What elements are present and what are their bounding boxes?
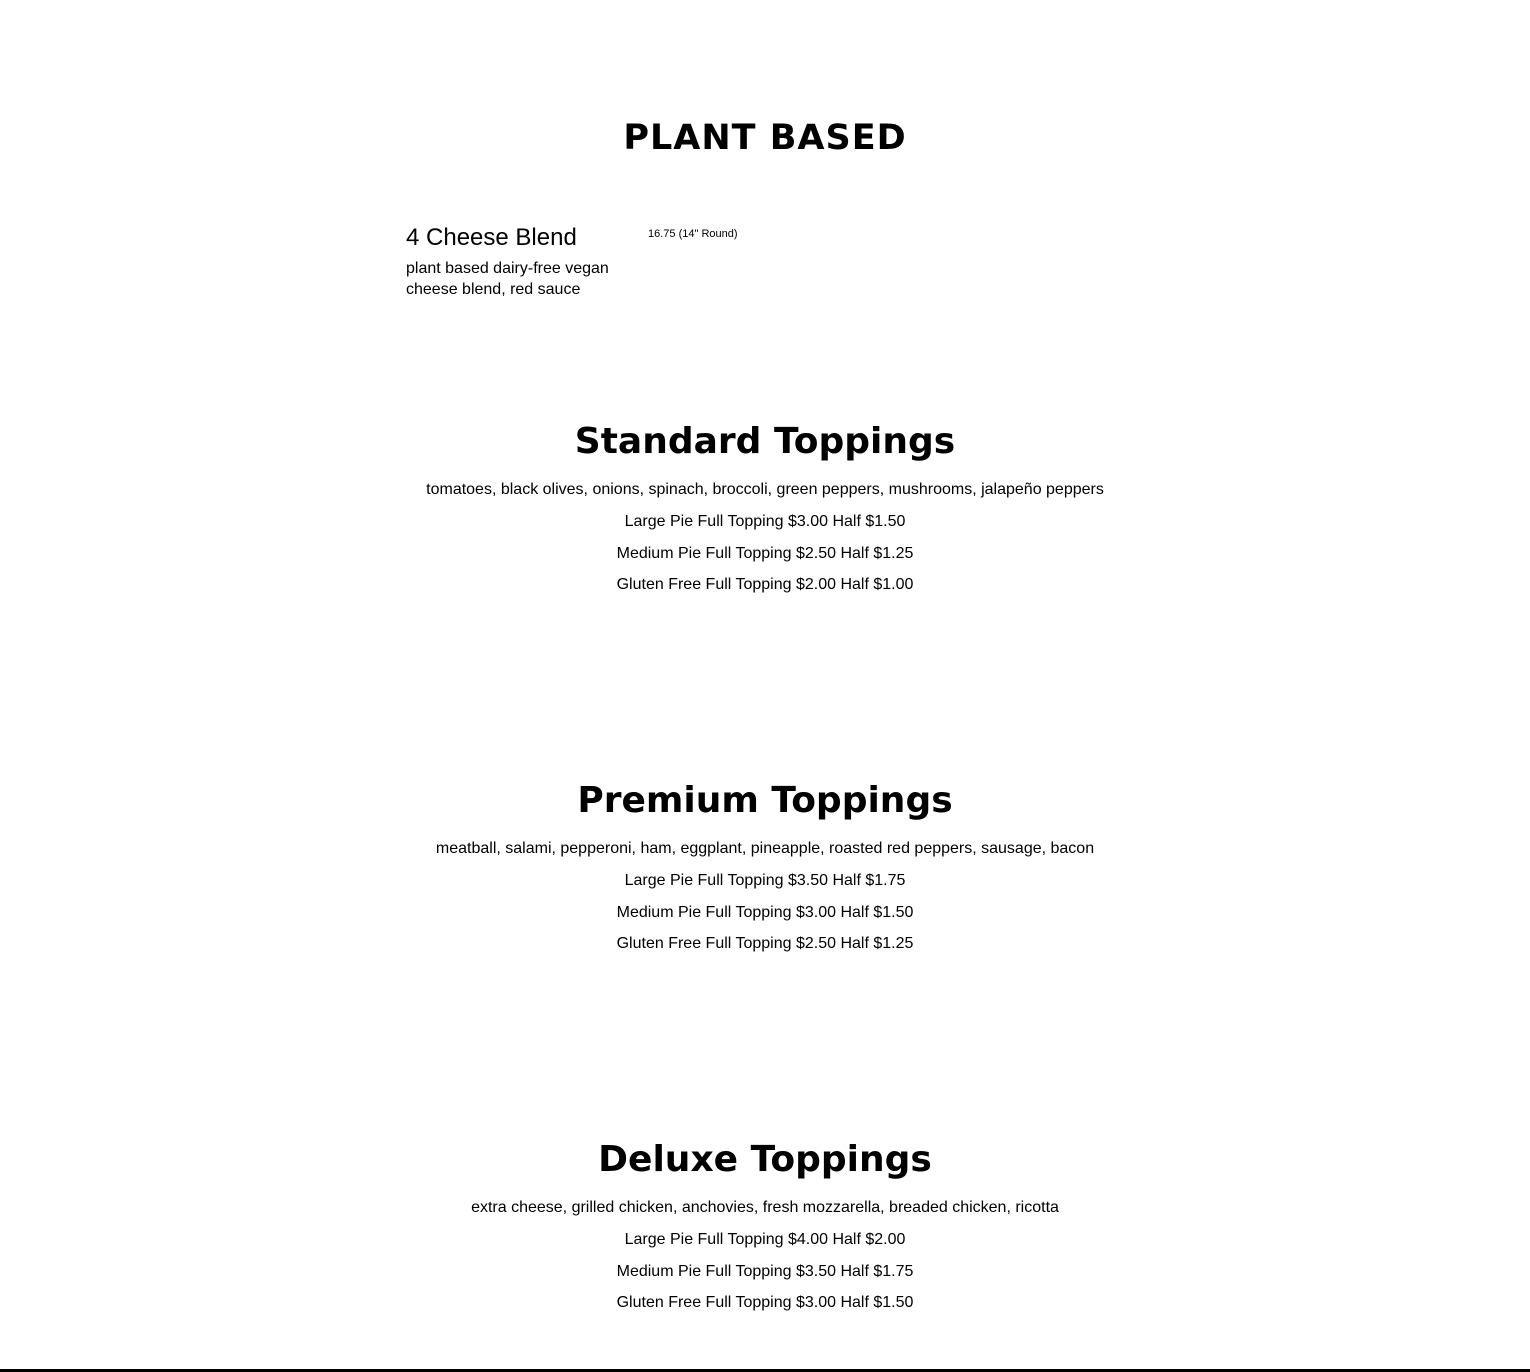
- menu-item-description: plant based dairy-free vegan cheese blend, red sauce: [406, 260, 609, 298]
- plant-based-heading: PLANT BASED: [623, 118, 907, 158]
- price-line-medium: Medium Pie Full Topping $3.00 Half $1.50: [616, 903, 914, 921]
- price-line-gluten-free: Gluten Free Full Topping $2.50 Half $1.25: [616, 935, 914, 953]
- standard-toppings-heading: Standard Toppings: [574, 421, 956, 462]
- premium-toppings-section: [420, 833, 1110, 960]
- price-line-gluten-free: Gluten Free Full Topping $2.00 Half $1.00: [616, 576, 914, 594]
- toppings-list: extra cheese, grilled chicken, anchovies, fresh mozzarella, breaded chicken, ricotta: [471, 1199, 1059, 1216]
- price-line-gluten-free: Gluten Free Full Topping $3.00 Half $1.50: [616, 1294, 914, 1312]
- price-line-large: Large Pie Full Topping $3.00 Half $1.50: [624, 512, 906, 530]
- price-line-medium: Medium Pie Full Topping $3.50 Half $1.75: [616, 1262, 914, 1280]
- price-line-large: Large Pie Full Topping $3.50 Half $1.75: [624, 871, 906, 889]
- price-line-large: Large Pie Full Topping $4.00 Half $2.00: [624, 1230, 906, 1248]
- premium-toppings-heading: Premium Toppings: [577, 780, 953, 821]
- deluxe-toppings-section: [420, 1192, 1110, 1319]
- price-line-medium: Medium Pie Full Topping $2.50 Half $1.25: [616, 544, 914, 562]
- toppings-list: meatball, salami, pepperoni, ham, eggplant, pineapple, roasted red peppers, sausage, bacon: [435, 840, 1095, 857]
- menu-item-name: 4 Cheese Blend: [406, 224, 577, 251]
- standard-toppings-section: [420, 474, 1110, 601]
- menu-item-price: 16.75 (14" Round): [648, 228, 738, 240]
- toppings-list: tomatoes, black olives, onions, spinach, broccoli, green peppers, mushrooms, jalapeño peppers: [426, 481, 1104, 498]
- deluxe-toppings-heading: Deluxe Toppings: [598, 1139, 932, 1180]
